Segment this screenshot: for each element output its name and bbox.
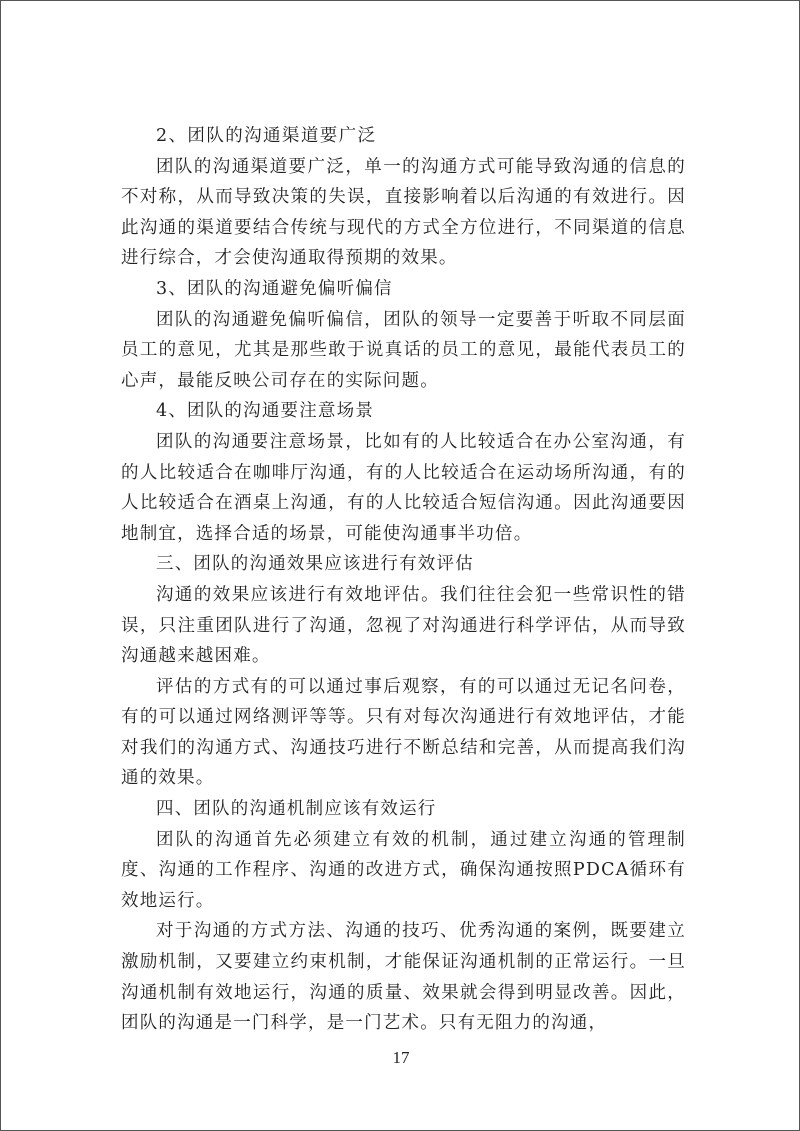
section-heading: 四、团队的沟通机制应该有效运行	[156, 799, 437, 820]
body-paragraph: 团队的沟通要注意场景，比如有的人比较适合在办公室沟通，有的人比较适合在咖啡厅沟通，有的人比较适合在运动场所沟通，有的人比较适合在酒桌上沟通，有的人比较适合短信沟通。因此沟通要因地制宜，选择合适的场景，可能使沟通事半功倍。	[121, 431, 686, 544]
section-heading: 三、团队的沟通效果应该进行有效评估	[156, 554, 474, 575]
section-heading	[121, 121, 686, 152]
body-paragraph: 沟通的效果应该进行有效地评估。我们往往会犯一些常识性的错误，只注重团队进行了沟通，忽视了对沟通进行科学评估，从而导致沟通越来越困难。	[121, 584, 686, 667]
page-number: 17	[392, 1048, 410, 1067]
body-paragraph: 团队的沟通避免偏听偏信，团队的领导一定要善于听取不同层面员工的意见，尤其是那些敢于说真话的员工的意见，最能代表员工的心声，最能反映公司存在的实际问题。	[121, 309, 686, 391]
body-paragraph: 团队的沟通首先必须建立有效的机制，通过建立沟通的管理制度、沟通的工作程序、沟通的改进方式，确保沟通按照PDCA循环有效地运行。	[121, 829, 686, 911]
text-line: 2、团队的沟通渠道要广泛	[156, 126, 377, 146]
body-paragraph: 评估的方式有的可以通过事后观察，有的可以通过无记名问卷，有的可以通过网络测评等等。只有对每次沟通进行有效地评估，才能对我们的沟通方式、沟通技巧进行不断总结和完善，从而提高我们沟通的效果。	[121, 676, 686, 789]
body-paragraph: 团队的沟通渠道要广泛，单一的沟通方式可能导致沟通的信息的不对称，从而导致决策的失误，直接影响着以后沟通的有效进行。因此沟通的渠道要结合传统与现代的方式全方位进行，不同渠道的信息进行综合，才会使沟通取得预期的效果。	[121, 156, 686, 269]
document-body	[121, 121, 686, 1039]
section-heading: 3、团队的沟通避免偏听偏信	[156, 278, 393, 299]
body-paragraph: 对于沟通的方式方法、沟通的技巧、优秀沟通的案例，既要建立激励机制，又要建立约束机制，才能保证沟通机制的正常运行。一旦沟通机制有效地运行，沟通的质量、效果就会得到明显改善。因此，团队的沟通是一门科学，是一门艺术。只有无阻力的沟通，	[121, 921, 686, 1034]
section-heading: 4、团队的沟通要注意场景	[156, 401, 375, 422]
